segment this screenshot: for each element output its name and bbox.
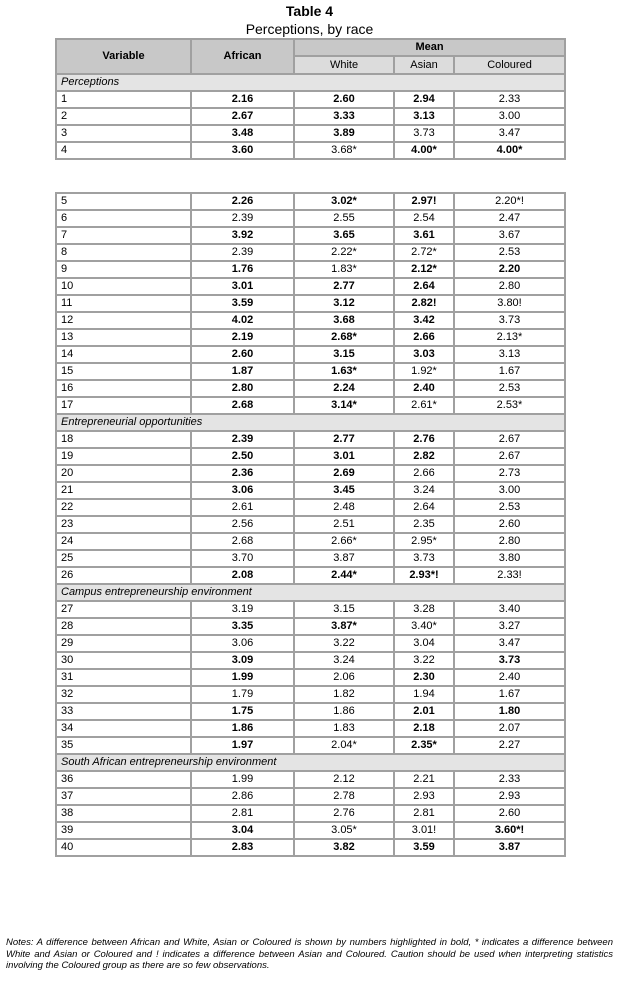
coloured-cell: 3.47: [454, 635, 565, 652]
variable-cell: 2: [56, 108, 191, 125]
african-cell: 2.39: [191, 244, 294, 261]
section-header-row: [56, 584, 565, 601]
white-cell: 2.12: [294, 771, 394, 788]
table-row: [56, 788, 565, 805]
white-cell: 3.65: [294, 227, 394, 244]
african-cell: 3.70: [191, 550, 294, 567]
variable-cell: 1: [56, 91, 191, 108]
variable-cell: 24: [56, 533, 191, 550]
african-cell: 1.75: [191, 703, 294, 720]
white-cell: 3.68: [294, 312, 394, 329]
variable-cell: 5: [56, 193, 191, 210]
section-header-row: [56, 754, 565, 771]
african-cell: 2.60: [191, 346, 294, 363]
asian-cell: 3.42: [394, 312, 454, 329]
white-cell: 3.89: [294, 125, 394, 142]
header-white: White: [294, 56, 394, 74]
african-cell: 2.61: [191, 499, 294, 516]
white-cell: 3.12: [294, 295, 394, 312]
white-cell: 3.45: [294, 482, 394, 499]
table-subtitle: Perceptions, by race: [245, 21, 374, 37]
white-cell: 2.51: [294, 516, 394, 533]
white-cell: 1.83*: [294, 261, 394, 278]
african-cell: 3.35: [191, 618, 294, 635]
table-row: [56, 703, 565, 720]
asian-cell: 3.24: [394, 482, 454, 499]
coloured-cell: 3.67: [454, 227, 565, 244]
variable-cell: 23: [56, 516, 191, 533]
variable-cell: 6: [56, 210, 191, 227]
coloured-cell: 2.47: [454, 210, 565, 227]
coloured-cell: 3.27: [454, 618, 565, 635]
african-cell: 2.26: [191, 193, 294, 210]
variable-cell: 10: [56, 278, 191, 295]
table-row: [56, 618, 565, 635]
asian-cell: 2.35*: [394, 737, 454, 754]
asian-cell: 2.76: [394, 431, 454, 448]
coloured-cell: 2.13*: [454, 329, 565, 346]
table-row: [56, 686, 565, 703]
asian-cell: 3.22: [394, 652, 454, 669]
coloured-cell: 2.20*!: [454, 193, 565, 210]
white-cell: 2.77: [294, 278, 394, 295]
white-cell: 1.83: [294, 720, 394, 737]
african-cell: 3.19: [191, 601, 294, 618]
coloured-cell: 2.67: [454, 431, 565, 448]
table-row: [56, 482, 565, 499]
variable-cell: 20: [56, 465, 191, 482]
coloured-cell: 1.67: [454, 686, 565, 703]
white-cell: 2.76: [294, 805, 394, 822]
white-cell: 3.01: [294, 448, 394, 465]
asian-cell: 2.93: [394, 788, 454, 805]
section-header-row: [56, 414, 565, 431]
white-cell: 1.86: [294, 703, 394, 720]
african-cell: 2.56: [191, 516, 294, 533]
table-row: [56, 635, 565, 652]
variable-cell: 33: [56, 703, 191, 720]
table-row: [56, 805, 565, 822]
table-row: [56, 737, 565, 754]
variable-cell: 7: [56, 227, 191, 244]
asian-cell: 2.30: [394, 669, 454, 686]
table-row: [56, 261, 565, 278]
coloured-cell: 2.53: [454, 380, 565, 397]
coloured-cell: 2.33: [454, 771, 565, 788]
variable-cell: 14: [56, 346, 191, 363]
coloured-cell: 2.60: [454, 516, 565, 533]
asian-cell: 3.03: [394, 346, 454, 363]
table-row: [56, 601, 565, 618]
white-cell: 3.14*: [294, 397, 394, 414]
variable-cell: 9: [56, 261, 191, 278]
variable-cell: 12: [56, 312, 191, 329]
asian-cell: 1.94: [394, 686, 454, 703]
variable-cell: 3: [56, 125, 191, 142]
coloured-cell: 2.40: [454, 669, 565, 686]
table-row: [56, 244, 565, 261]
asian-cell: 2.64: [394, 499, 454, 516]
coloured-cell: 2.53: [454, 499, 565, 516]
table-row: [56, 397, 565, 414]
table-body-part-1: [56, 74, 565, 159]
variable-cell: 19: [56, 448, 191, 465]
coloured-cell: 2.53: [454, 244, 565, 261]
asian-cell: 3.40*: [394, 618, 454, 635]
variable-cell: 32: [56, 686, 191, 703]
white-cell: 2.55: [294, 210, 394, 227]
table-title: Table 4: [285, 3, 334, 19]
header-variable: Variable: [56, 39, 191, 74]
coloured-cell: 2.80: [454, 278, 565, 295]
variable-cell: 27: [56, 601, 191, 618]
section-label: Perceptions: [56, 74, 565, 91]
african-cell: 2.81: [191, 805, 294, 822]
table-row: [56, 499, 565, 516]
table-row: [56, 108, 565, 125]
variable-cell: 25: [56, 550, 191, 567]
coloured-cell: 3.13: [454, 346, 565, 363]
variable-cell: 18: [56, 431, 191, 448]
coloured-cell: 1.67: [454, 363, 565, 380]
white-cell: 2.22*: [294, 244, 394, 261]
african-cell: 2.86: [191, 788, 294, 805]
variable-cell: 21: [56, 482, 191, 499]
white-cell: 3.87*: [294, 618, 394, 635]
coloured-cell: 2.07: [454, 720, 565, 737]
variable-cell: 11: [56, 295, 191, 312]
coloured-cell: 3.60*!: [454, 822, 565, 839]
table-row: [56, 363, 565, 380]
table-row: [56, 91, 565, 108]
asian-cell: 2.21: [394, 771, 454, 788]
asian-cell: 2.82!: [394, 295, 454, 312]
table-row: [56, 567, 565, 584]
variable-cell: 36: [56, 771, 191, 788]
asian-cell: 2.97!: [394, 193, 454, 210]
african-cell: 1.87: [191, 363, 294, 380]
african-cell: 3.06: [191, 635, 294, 652]
white-cell: 2.77: [294, 431, 394, 448]
table-row: [56, 278, 565, 295]
white-cell: 3.15: [294, 346, 394, 363]
african-cell: 2.36: [191, 465, 294, 482]
african-cell: 3.59: [191, 295, 294, 312]
white-cell: 2.60: [294, 91, 394, 108]
asian-cell: 3.01!: [394, 822, 454, 839]
variable-cell: 15: [56, 363, 191, 380]
african-cell: 2.83: [191, 839, 294, 856]
table-row: [56, 652, 565, 669]
variable-cell: 28: [56, 618, 191, 635]
white-cell: 3.02*: [294, 193, 394, 210]
white-cell: 1.82: [294, 686, 394, 703]
asian-cell: 3.04: [394, 635, 454, 652]
perceptions-table-part-2: [55, 192, 566, 857]
variable-cell: 40: [56, 839, 191, 856]
asian-cell: 3.61: [394, 227, 454, 244]
header-asian: Asian: [394, 56, 454, 74]
asian-cell: 2.66: [394, 329, 454, 346]
african-cell: 2.08: [191, 567, 294, 584]
coloured-cell: 3.00: [454, 482, 565, 499]
table-row: [56, 193, 565, 210]
white-cell: 2.04*: [294, 737, 394, 754]
african-cell: 1.97: [191, 737, 294, 754]
white-cell: 2.78: [294, 788, 394, 805]
coloured-cell: 2.27: [454, 737, 565, 754]
coloured-cell: 3.47: [454, 125, 565, 142]
asian-cell: 2.01: [394, 703, 454, 720]
african-cell: 2.67: [191, 108, 294, 125]
african-cell: 2.50: [191, 448, 294, 465]
coloured-cell: 1.80: [454, 703, 565, 720]
asian-cell: 2.93*!: [394, 567, 454, 584]
variable-cell: 4: [56, 142, 191, 159]
coloured-cell: 3.00: [454, 108, 565, 125]
variable-cell: 16: [56, 380, 191, 397]
table-row: [56, 839, 565, 856]
table-row: [56, 771, 565, 788]
african-cell: 3.04: [191, 822, 294, 839]
header-african: African: [191, 39, 294, 74]
section-label: Campus entrepreneurship environment: [56, 584, 565, 601]
white-cell: 2.69: [294, 465, 394, 482]
variable-cell: 29: [56, 635, 191, 652]
asian-cell: 2.82: [394, 448, 454, 465]
african-cell: 3.09: [191, 652, 294, 669]
variable-cell: 30: [56, 652, 191, 669]
african-cell: 2.39: [191, 210, 294, 227]
white-cell: 2.66*: [294, 533, 394, 550]
african-cell: 2.19: [191, 329, 294, 346]
african-cell: 1.99: [191, 669, 294, 686]
table-row: [56, 448, 565, 465]
coloured-cell: 3.40: [454, 601, 565, 618]
african-cell: 1.99: [191, 771, 294, 788]
white-cell: 3.87: [294, 550, 394, 567]
asian-cell: 2.12*: [394, 261, 454, 278]
white-cell: 3.15: [294, 601, 394, 618]
variable-cell: 17: [56, 397, 191, 414]
asian-cell: 2.35: [394, 516, 454, 533]
asian-cell: 2.72*: [394, 244, 454, 261]
coloured-cell: 2.93: [454, 788, 565, 805]
white-cell: 2.06: [294, 669, 394, 686]
variable-cell: 22: [56, 499, 191, 516]
white-cell: 2.24: [294, 380, 394, 397]
asian-cell: 3.59: [394, 839, 454, 856]
asian-cell: 2.94: [394, 91, 454, 108]
asian-cell: 2.61*: [394, 397, 454, 414]
coloured-cell: 3.73: [454, 652, 565, 669]
variable-cell: 37: [56, 788, 191, 805]
table-row: [56, 550, 565, 567]
table-row: [56, 329, 565, 346]
asian-cell: 2.64: [394, 278, 454, 295]
white-cell: 3.33: [294, 108, 394, 125]
african-cell: 1.79: [191, 686, 294, 703]
african-cell: 3.48: [191, 125, 294, 142]
white-cell: 3.24: [294, 652, 394, 669]
african-cell: 3.06: [191, 482, 294, 499]
coloured-cell: 2.33: [454, 91, 565, 108]
white-cell: 2.68*: [294, 329, 394, 346]
table-row: [56, 142, 565, 159]
variable-cell: 35: [56, 737, 191, 754]
asian-cell: 4.00*: [394, 142, 454, 159]
variable-cell: 13: [56, 329, 191, 346]
white-cell: 2.48: [294, 499, 394, 516]
coloured-cell: 3.80: [454, 550, 565, 567]
african-cell: 1.86: [191, 720, 294, 737]
table-row: [56, 720, 565, 737]
table-row: [56, 822, 565, 839]
african-cell: 2.80: [191, 380, 294, 397]
asian-cell: 2.40: [394, 380, 454, 397]
table-row: [56, 380, 565, 397]
table-notes: Notes: A difference between African and White, Asian or Coloured is shown by numbers highlighted in bold, * indicates a difference between White and Asian or Coloured and ! indicates a difference between Asian and Coloured. Caution should be used when interpreting statistics involving the Coloured group as there are so few observations.: [6, 937, 613, 971]
coloured-cell: 3.87: [454, 839, 565, 856]
white-cell: 3.82: [294, 839, 394, 856]
coloured-cell: 2.20: [454, 261, 565, 278]
coloured-cell: 2.80: [454, 533, 565, 550]
african-cell: 2.39: [191, 431, 294, 448]
table-row: [56, 210, 565, 227]
header-mean: Mean: [294, 39, 565, 56]
table-row: [56, 227, 565, 244]
african-cell: 2.16: [191, 91, 294, 108]
african-cell: 3.01: [191, 278, 294, 295]
table-row: [56, 346, 565, 363]
coloured-cell: 2.60: [454, 805, 565, 822]
table-row: [56, 465, 565, 482]
asian-cell: 2.81: [394, 805, 454, 822]
table-row: [56, 312, 565, 329]
variable-cell: 8: [56, 244, 191, 261]
african-cell: 3.60: [191, 142, 294, 159]
african-cell: 2.68: [191, 397, 294, 414]
asian-cell: 1.92*: [394, 363, 454, 380]
african-cell: 4.02: [191, 312, 294, 329]
variable-cell: 34: [56, 720, 191, 737]
table-row: [56, 516, 565, 533]
table-body-part-2: [56, 193, 565, 856]
asian-cell: 3.28: [394, 601, 454, 618]
asian-cell: 3.13: [394, 108, 454, 125]
table-row: [56, 295, 565, 312]
white-cell: 3.05*: [294, 822, 394, 839]
perceptions-table-part-1: [55, 38, 566, 160]
table-row: [56, 431, 565, 448]
table-row: [56, 125, 565, 142]
table-row: [56, 669, 565, 686]
asian-cell: 3.73: [394, 125, 454, 142]
asian-cell: 2.66: [394, 465, 454, 482]
table-row: [56, 533, 565, 550]
coloured-cell: 2.73: [454, 465, 565, 482]
asian-cell: 2.95*: [394, 533, 454, 550]
variable-cell: 38: [56, 805, 191, 822]
section-label: Entrepreneurial opportunities: [56, 414, 565, 431]
coloured-cell: 3.73: [454, 312, 565, 329]
variable-cell: 39: [56, 822, 191, 839]
header-coloured: Coloured: [454, 56, 565, 74]
section-header-row: [56, 74, 565, 91]
african-cell: 2.68: [191, 533, 294, 550]
african-cell: 1.76: [191, 261, 294, 278]
african-cell: 3.92: [191, 227, 294, 244]
white-cell: 2.44*: [294, 567, 394, 584]
coloured-cell: 2.53*: [454, 397, 565, 414]
coloured-cell: 2.33!: [454, 567, 565, 584]
coloured-cell: 2.67: [454, 448, 565, 465]
asian-cell: 3.73: [394, 550, 454, 567]
coloured-cell: 3.80!: [454, 295, 565, 312]
variable-cell: 31: [56, 669, 191, 686]
white-cell: 3.22: [294, 635, 394, 652]
coloured-cell: 4.00*: [454, 142, 565, 159]
asian-cell: 2.54: [394, 210, 454, 227]
white-cell: 1.63*: [294, 363, 394, 380]
section-label: South African entrepreneurship environment: [56, 754, 565, 771]
white-cell: 3.68*: [294, 142, 394, 159]
asian-cell: 2.18: [394, 720, 454, 737]
variable-cell: 26: [56, 567, 191, 584]
